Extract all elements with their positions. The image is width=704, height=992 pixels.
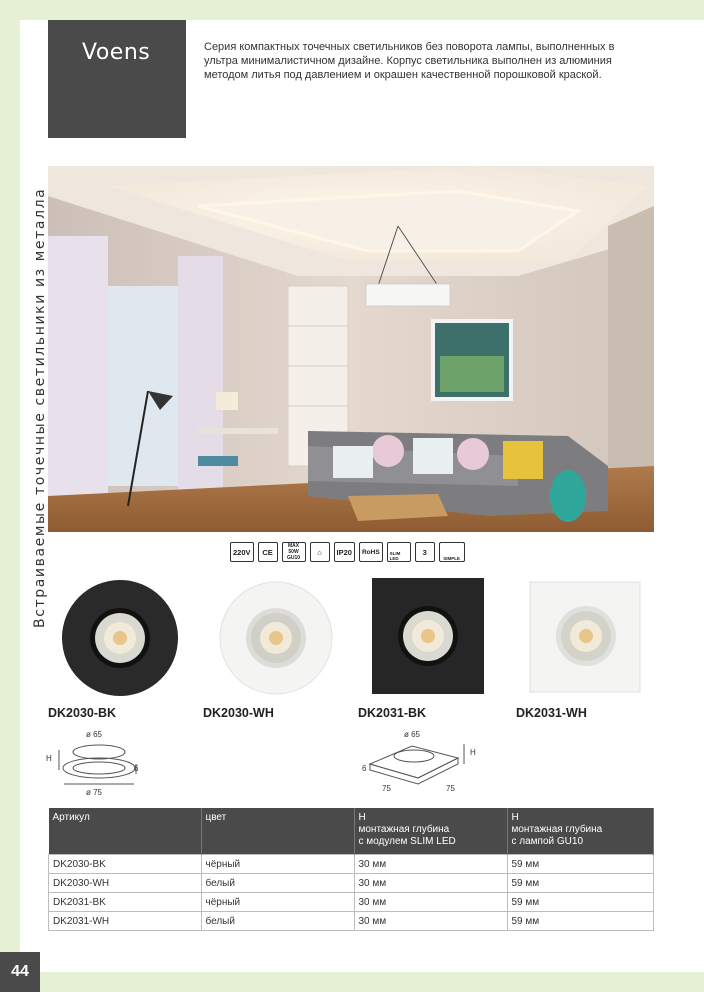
column-header: цвет [201, 808, 354, 855]
round-height-label: H [46, 754, 52, 763]
table-cell: белый [201, 874, 354, 893]
rohs-icon: RoHS [359, 542, 383, 562]
table-cell: DK2030-WH [49, 874, 202, 893]
column-header: Артикул [49, 808, 202, 855]
indoor-use-icon: ⌂ [310, 542, 330, 562]
square-side-b: 75 [446, 784, 455, 793]
side-category-title: Встраиваемые точечные светильники из металла [32, 187, 48, 628]
table-row [49, 855, 654, 874]
table-cell: DK2030-BK [49, 855, 202, 874]
product-image-dk2031-bk [368, 578, 488, 698]
max-power-icon: MAX 50W GU10 [282, 542, 306, 562]
table-cell: 59 мм [507, 893, 654, 912]
product-code: DK2030-BK [48, 706, 117, 720]
product-image-dk2030-wh [216, 578, 336, 698]
table-cell: DK2031-WH [49, 912, 202, 931]
table-cell: DK2031-BK [49, 893, 202, 912]
table-cell: 30 мм [354, 855, 507, 874]
table-cell: 59 мм [507, 874, 654, 893]
round-bottom-diameter: ø 75 [86, 788, 103, 797]
table-header-row [49, 808, 654, 855]
product-code: DK2031-WH [516, 706, 587, 720]
page-number: 44 [0, 952, 40, 992]
table-row [49, 893, 654, 912]
round-dimension-drawing [44, 728, 164, 800]
column-header: H монтажная глубина с модулем SLIM LED [354, 808, 507, 855]
product-image-dk2031-wh [526, 578, 646, 698]
table-cell: 30 мм [354, 893, 507, 912]
table-cell: белый [201, 912, 354, 931]
warranty-3-icon: 3 [415, 542, 435, 562]
table-cell: 59 мм [507, 855, 654, 874]
square-height-label: H [470, 748, 476, 757]
table-cell: чёрный [201, 855, 354, 874]
square-side-a: 75 [382, 784, 391, 793]
feature-icons-row [230, 542, 465, 564]
voltage-220v-icon: 220V [230, 542, 254, 562]
column-header: H монтажная глубина с лампой GU10 [507, 808, 654, 855]
slim-led-icon: SLIM LED [387, 542, 411, 562]
specification-table [48, 808, 654, 931]
product-image-dk2030-bk [60, 578, 180, 698]
round-top-diameter: ø 65 [86, 730, 103, 739]
interior-photo [48, 166, 654, 532]
square-thickness-label: 6 [362, 764, 367, 773]
series-title: Voens [82, 40, 151, 65]
table-row [49, 874, 654, 893]
series-title-box [48, 20, 186, 138]
simple-install-icon: SIMPLE [439, 542, 465, 562]
product-code: DK2031-BK [358, 706, 427, 720]
table-cell: 59 мм [507, 912, 654, 931]
product-code: DK2030-WH [203, 706, 274, 720]
square-top-diameter: ø 65 [404, 730, 421, 739]
series-description: Серия компактных точечных светильников без поворота лампы, выполненных в ультра минималистичном дизайне. Корпус светильника выполнен из алюминия методом литья под давлением и окрашен качественной порошковой краской. [204, 41, 615, 81]
table-cell: 30 мм [354, 912, 507, 931]
square-dimension-drawing [360, 734, 480, 794]
round-thickness-label: 6 [134, 764, 139, 773]
ce-mark-icon: CE [258, 542, 278, 562]
table-cell: чёрный [201, 893, 354, 912]
table-cell: 30 мм [354, 874, 507, 893]
ip20-icon: IP20 [334, 542, 355, 562]
table-row [49, 912, 654, 931]
